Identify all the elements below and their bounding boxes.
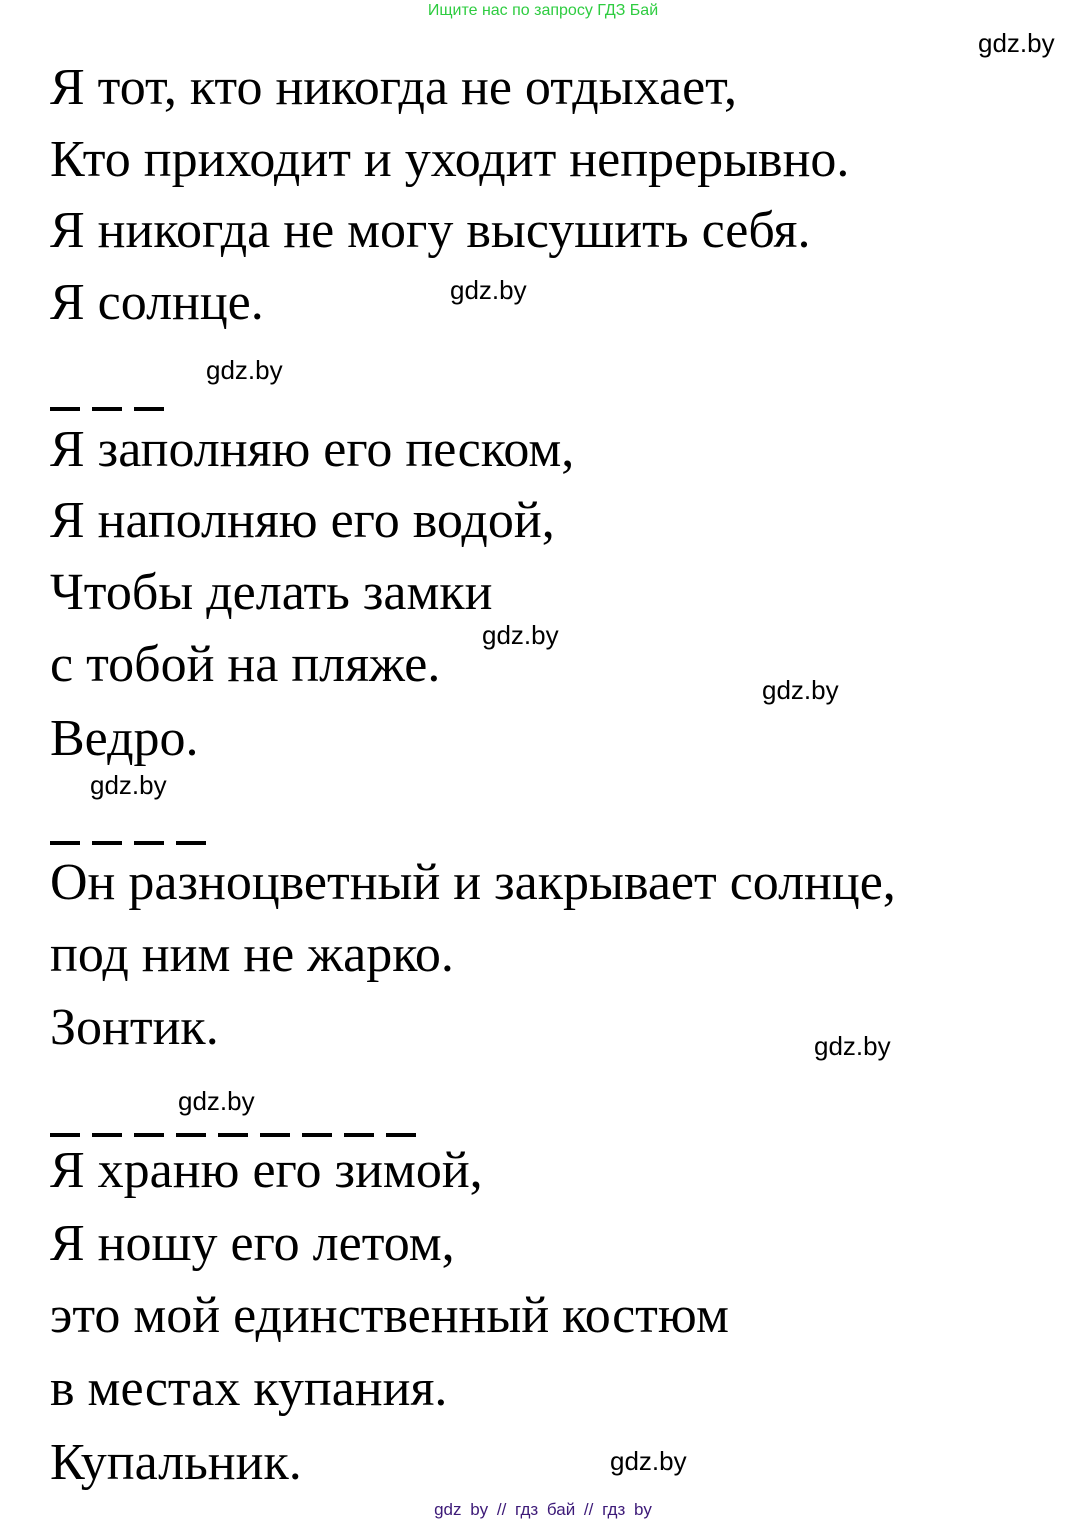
poem-line: Кто приходит и уходит непрерывно.	[50, 131, 850, 188]
watermark: gdz.by	[482, 620, 559, 650]
poem-line: это мой единственный костюм	[50, 1287, 729, 1344]
blank-dashes	[50, 1124, 428, 1128]
watermark: gdz.by	[450, 275, 527, 305]
poem-line: Чтобы делать замки	[50, 564, 493, 621]
poem-line: Я храню его зимой,	[50, 1142, 483, 1199]
watermark: gdz.by	[762, 675, 839, 705]
poem-line: Я никогда не могу высушить себя.	[50, 202, 811, 259]
watermark: gdz.by	[610, 1446, 687, 1476]
poem-line: Я тот, кто никогда не отдыхает,	[50, 59, 737, 116]
search-hint-header[interactable]: Ищите нас по запросу ГДЗ Бай	[427, 2, 659, 19]
blank-dashes	[50, 398, 176, 402]
poem-line: Я заполняю его песком,	[50, 421, 575, 478]
poem-line: с тобой на пляже.	[50, 636, 441, 693]
answer-line: Зонтик.	[50, 999, 219, 1056]
poem-line: в местах купания.	[50, 1360, 448, 1417]
watermark: gdz.by	[978, 28, 1055, 58]
answer-line: Ведро.	[50, 710, 199, 767]
watermark: gdz.by	[206, 355, 283, 385]
watermark: gdz.by	[178, 1086, 255, 1116]
poem-line: Я ношу его летом,	[50, 1215, 455, 1272]
answer-line: Купальник.	[50, 1434, 302, 1491]
watermark: gdz.by	[814, 1031, 891, 1061]
answer-line: Я солнце.	[50, 274, 264, 331]
blank-dashes	[50, 832, 218, 836]
watermark: gdz.by	[90, 770, 167, 800]
footer-links[interactable]: gdz by // гдз бай // гдз by	[434, 1500, 652, 1519]
poem-line: Я наполняю его водой,	[50, 492, 555, 549]
poem-line: Он разноцветный и закрывает солнце,	[50, 854, 896, 911]
poem-line: под ним не жарко.	[50, 926, 454, 983]
